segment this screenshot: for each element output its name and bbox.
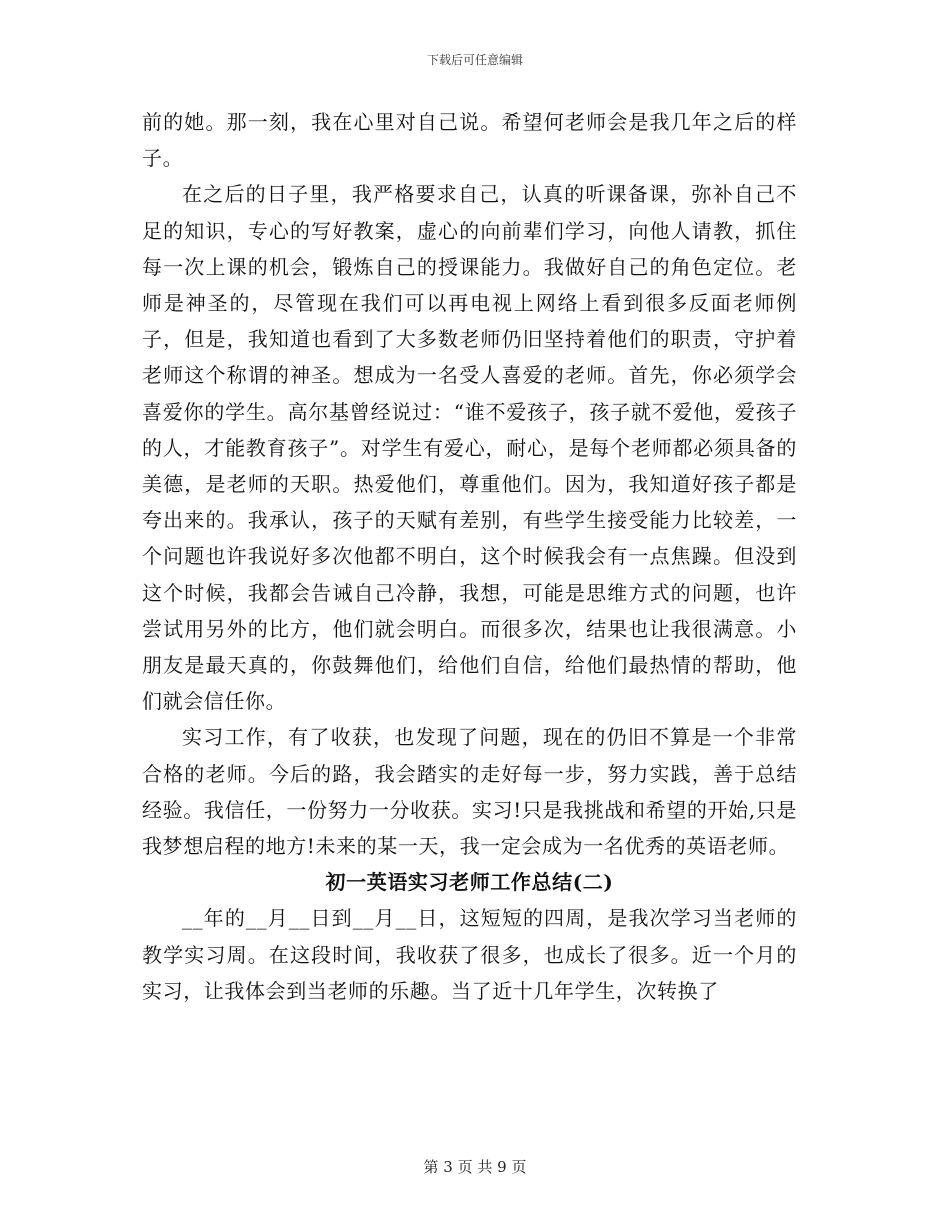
body-paragraph: 前的她。那一刻，我在心里对自己说。希望何老师会是我几年之后的样子。	[142, 110, 797, 171]
section-title: 初一英语实习老师工作总结(二)	[325, 870, 614, 895]
page-number: 第 3 页 共 9 页	[423, 1158, 527, 1176]
body-paragraph: 在之后的日子里，我严格要求自己，认真的听课备课，弥补自己不足的知识，专心的写好教案，虚心的向前辈们学习，向他人请教，抓住每一次上课的机会，锻炼自己的授课能力。我做好自己的角色定位。老师是神圣的，尽管现在我们可以再电视上网络上看到很多反面老师例子，但是，我知道也看到了大多数老师仍旧坚持着他们的职责，守护着老师这个称谓的神圣。想成为一名受人喜爱的老师。首先，你必须学会喜爱你的学生。高尔基曾经说过：“谁不爱孩子，孩子就不爱他，爱孩子的人，才能教育孩子”。对学生有爱心，耐心，是每个老师都必须具备的美德，是老师的天职。热爱他们，尊重他们。因为，我知道好孩子都是夸出来的。我承认，孩子的天赋有差别，有些学生接受能力比较差，一个问题也许我说好多次他都不明白，这个时候我会有一点焦躁。但没到这个时候，我都会告诫自己冷静，我想，可能是思维方式的问题，也许尝试用另外的比方，他们就会明白。而很多次，结果也让我很满意。小朋友是最天真的，你鼓舞他们，给他们自信，给他们最热情的帮助，他们就会信任你。	[142, 182, 797, 714]
header-note: 下载后可任意编辑	[426, 53, 523, 67]
document-body	[142, 104, 797, 1009]
body-paragraph: 实习工作，有了收获，也发现了问题，现在的仍旧不算是一个非常合格的老师。今后的路，我会踏实的走好每一步，努力实践，善于总结经验。我信任，一份努力一分收获。实习!只是我挑战和希望的开始,只是我梦想启程的地方!未来的某一天，我一定会成为一名优秀的英语老师。	[142, 725, 797, 859]
body-paragraph: __年的__月__日到__月__日，这短短的四周，是我次学习当老师的教学实习周。在这段时间，我收获了很多，也成长了很多。近一个月的实习，让我体会到当老师的乐趣。当了近十几年学生，次转换了	[142, 906, 797, 1003]
